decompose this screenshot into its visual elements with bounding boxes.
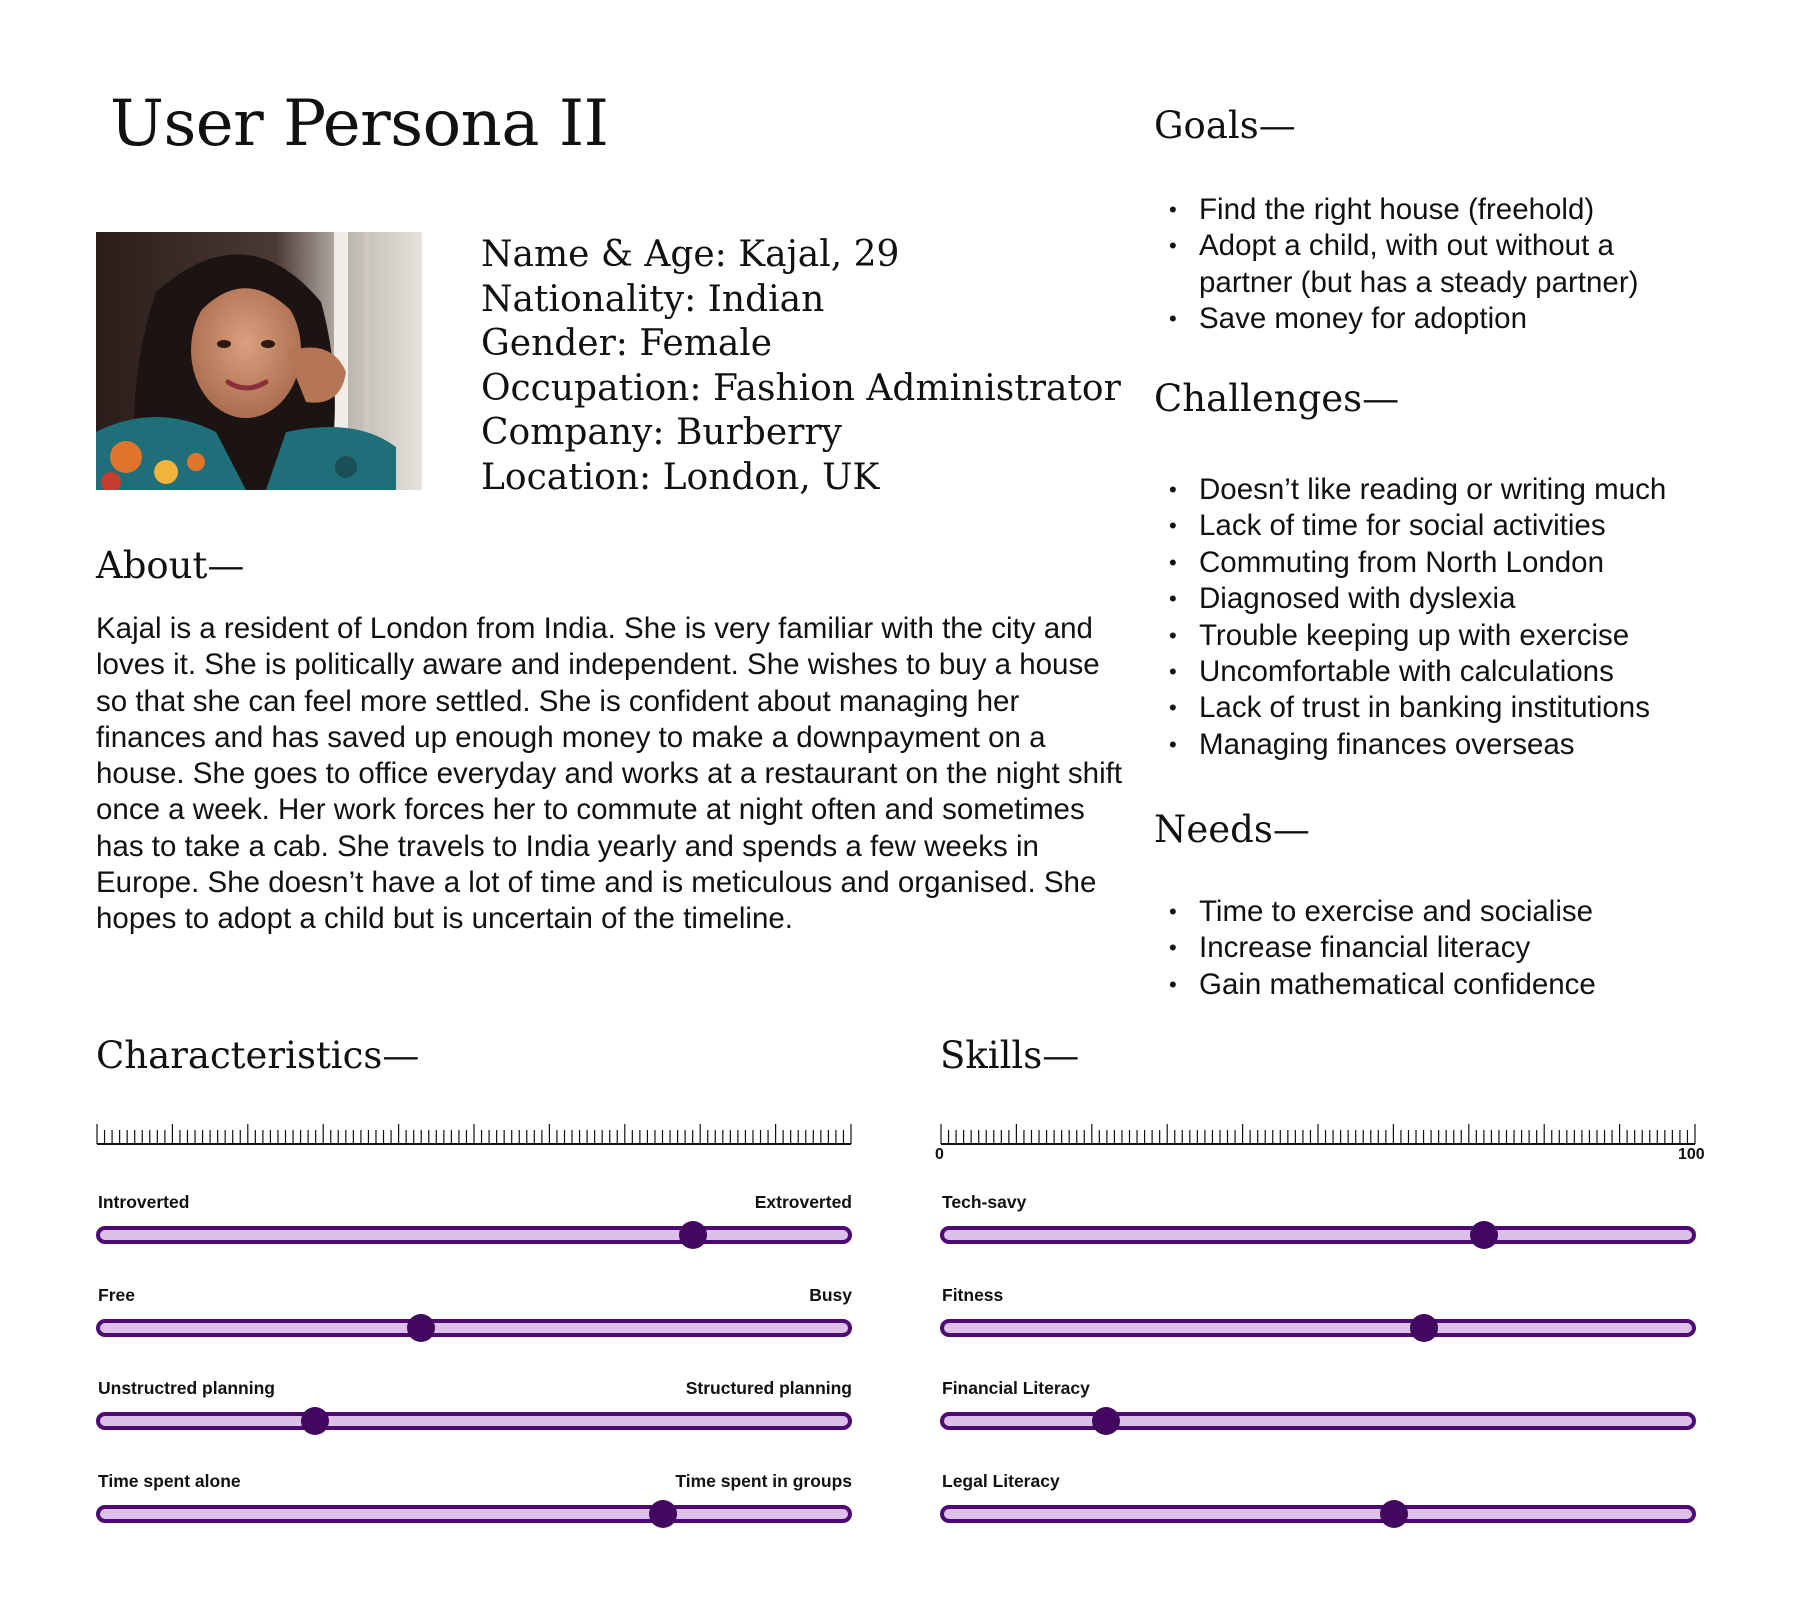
goal-item-text: Adopt a child, with out without a xyxy=(1199,229,1614,263)
slider-knob[interactable] xyxy=(1470,1221,1498,1249)
slider-track[interactable] xyxy=(940,1412,1696,1430)
slider-track[interactable] xyxy=(96,1319,852,1337)
challenges-heading: Challenges— xyxy=(1154,377,1400,420)
challenge-item: • Lack of time for social activities xyxy=(1154,508,1666,544)
goal-item-text-continued: partner (but has a steady partner) xyxy=(1199,265,1639,299)
slider-track[interactable] xyxy=(940,1226,1696,1244)
characteristic-slider-row xyxy=(96,1471,852,1527)
characteristic-slider-row xyxy=(96,1378,852,1434)
company: Company: Burberry xyxy=(481,412,842,454)
challenge-item: • Managing finances overseas xyxy=(1154,727,1666,763)
goal-item xyxy=(1154,228,1638,301)
about-text: Kajal is a resident of London from India. She is very familiar with the city and loves it. She is politically aware and independent. She wishes to buy a house so that she can feel more settled. She is confident about managing her finances and has saved up enough money to make a downpayment on a house. She goes to office everyday and works at a restaurant on the night shift once a week. Her work forces her to commute at night often and sometimes has to take a cab. She travels to India yearly and spends a few weeks in Europe. She doesn’t have a lot of time and is meticulous and organised. She hopes to adopt a child but is uncertain of the timeline. xyxy=(96,612,1123,936)
skill-slider-row xyxy=(940,1192,1696,1248)
characteristic-slider-row xyxy=(96,1192,852,1248)
slider-track[interactable] xyxy=(940,1319,1696,1337)
goal-item: • Find the right house (freehold) xyxy=(1154,192,1638,228)
scale-min-label: 0 xyxy=(935,1146,944,1163)
characteristic-slider-row xyxy=(96,1285,852,1341)
about-heading: About— xyxy=(96,544,245,587)
characteristics-ruler xyxy=(96,1120,852,1146)
slider-knob[interactable] xyxy=(301,1407,329,1435)
skill-label: Fitness xyxy=(942,1285,1004,1305)
slider-track[interactable] xyxy=(96,1505,852,1523)
slider-right-label: Time spent in groups xyxy=(675,1471,852,1491)
skill-slider-row xyxy=(940,1378,1696,1434)
identity-block xyxy=(481,233,1121,501)
nationality: Nationality: Indian xyxy=(481,278,825,320)
challenge-item: • Commuting from North London xyxy=(1154,545,1666,581)
slider-track[interactable] xyxy=(940,1505,1696,1523)
need-item: • Increase financial literacy xyxy=(1154,930,1596,966)
need-item: • Gain mathematical confidence xyxy=(1154,967,1596,1003)
challenge-item: • Diagnosed with dyslexia xyxy=(1154,581,1666,617)
challenge-item: • Uncomfortable with calculations xyxy=(1154,654,1666,690)
slider-left-label: Free xyxy=(98,1285,135,1305)
needs-list xyxy=(1154,894,1596,1003)
skill-slider-row xyxy=(940,1471,1696,1527)
slider-left-label: Time spent alone xyxy=(98,1471,241,1491)
page-title: User Persona II xyxy=(110,87,609,161)
slider-knob[interactable] xyxy=(1380,1500,1408,1528)
challenge-item: • Lack of trust in banking institutions xyxy=(1154,690,1666,726)
slider-right-label: Extroverted xyxy=(754,1192,852,1212)
goals-list xyxy=(1154,192,1638,338)
slider-left-label: Introverted xyxy=(98,1192,190,1212)
persona-photo xyxy=(96,232,422,490)
challenge-item: • Doesn’t like reading or writing much xyxy=(1154,472,1666,508)
slider-right-label: Structured planning xyxy=(685,1378,852,1398)
goal-item: • Save money for adoption xyxy=(1154,301,1638,337)
slider-right-label: Busy xyxy=(809,1285,852,1305)
slider-track[interactable] xyxy=(96,1412,852,1430)
slider-knob[interactable] xyxy=(407,1314,435,1342)
skill-label: Financial Literacy xyxy=(942,1378,1090,1398)
slider-track[interactable] xyxy=(96,1226,852,1244)
challenges-list xyxy=(1154,472,1666,763)
need-item: • Time to exercise and socialise xyxy=(1154,894,1596,930)
slider-knob[interactable] xyxy=(679,1221,707,1249)
goals-heading: Goals— xyxy=(1154,104,1296,147)
skill-label: Legal Literacy xyxy=(942,1471,1060,1491)
name-age: Name & Age: Kajal, 29 xyxy=(481,234,900,275)
skills-ruler xyxy=(940,1120,1696,1146)
occupation: Occupation: Fashion Administrator xyxy=(481,367,1121,409)
slider-knob[interactable] xyxy=(1092,1407,1120,1435)
challenge-item: • Trouble keeping up with exercise xyxy=(1154,618,1666,654)
slider-left-label: Unstructred planning xyxy=(98,1378,275,1398)
gender: Gender: Female xyxy=(481,323,773,365)
location: Location: London, UK xyxy=(481,456,880,498)
needs-heading: Needs— xyxy=(1154,808,1310,851)
slider-knob[interactable] xyxy=(1410,1314,1438,1342)
skills-heading: Skills— xyxy=(940,1034,1080,1077)
skill-label: Tech-savy xyxy=(942,1192,1027,1212)
slider-knob[interactable] xyxy=(649,1500,677,1528)
skill-slider-row xyxy=(940,1285,1696,1341)
characteristics-heading: Characteristics— xyxy=(96,1034,420,1077)
scale-max-label: 100 xyxy=(1678,1146,1705,1163)
